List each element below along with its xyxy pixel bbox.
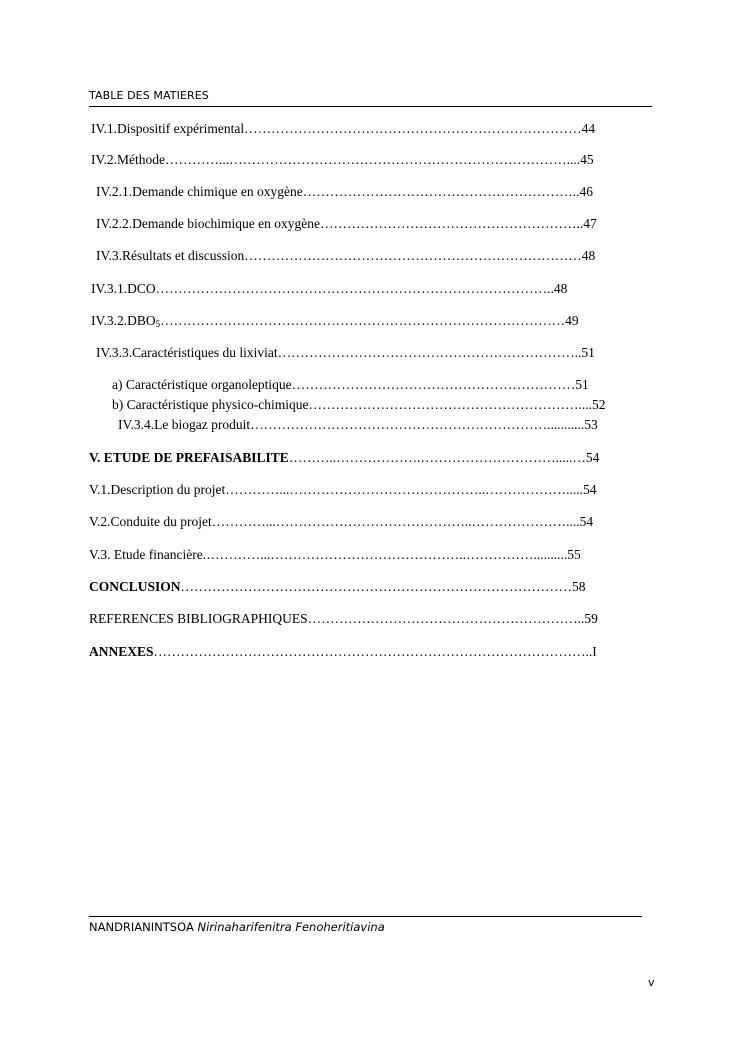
toc-entry-page: 46 (579, 184, 593, 199)
toc-entry-page: 51 (575, 377, 589, 392)
toc-entry-leader: ………………………………………………………………… (244, 248, 582, 263)
toc-entry[interactable] (96, 216, 656, 232)
toc-entry-label: IV.3.4.Le biogaz produit (118, 417, 251, 432)
toc-entry-page: 55 (567, 547, 581, 562)
toc-entry-label: CONCLUSION (89, 579, 181, 594)
toc-entry[interactable] (91, 121, 656, 137)
toc-entry-page: 52 (591, 397, 606, 412)
toc-entry-label: IV.3.Résultats et discussion (96, 248, 245, 263)
toc-entry[interactable] (96, 248, 656, 264)
header-title: TABLE DES MATIERES (89, 89, 209, 102)
toc-entry[interactable] (112, 377, 656, 393)
toc-entry-label: IV.2.2.Demande biochimique en oxygène (96, 216, 320, 231)
toc-entry-page: 45 (580, 152, 594, 167)
toc-entry-leader: …………………………………………………………………………….. (155, 281, 554, 296)
toc-entry-label: IV.3.1.DCO (91, 281, 156, 296)
toc-entry-leader: …………………………………………………………………………………….. (153, 644, 593, 659)
toc-entry[interactable] (91, 152, 656, 168)
toc-entry-label: IV.2.1.Demande chimique en oxygène (96, 184, 303, 199)
toc-entry-label: a) Caractéristique organoleptique (112, 377, 292, 392)
toc-entry-page: I (592, 644, 597, 659)
toc-entry-page: 48 (581, 248, 596, 263)
toc-entry-leader: …………...………………………………………………………………….... (165, 152, 581, 167)
toc-entry[interactable] (89, 644, 656, 660)
toc-entry-leader: ……………………………………………………… (291, 377, 576, 392)
toc-entry-leader: ………………………………………………………………… (244, 121, 582, 136)
toc-entry-page: 48 (553, 281, 568, 296)
toc-entry-page: 53 (584, 417, 598, 432)
toc-entry[interactable] (89, 579, 656, 595)
toc-entry[interactable] (118, 417, 656, 433)
author-surname: NANDRIANINTSOA (89, 920, 194, 934)
toc-entry-label: IV.1.Dispositif expérimental (91, 121, 245, 136)
toc-entry-label: REFERENCES BIBLIOGRAPHIQUES (89, 611, 308, 626)
toc-entry-leader: …………...……………………………………..…………….......... (206, 547, 568, 562)
header-rule (89, 106, 652, 107)
toc-entry-leader: ………………………………………………………….. (277, 345, 582, 360)
toc-entry-page: 58 (572, 579, 586, 594)
toc-entry-leader: …………...……………………………………..………………….... (211, 514, 580, 529)
toc-entry-page: 54 (582, 482, 597, 497)
toc-entry-label: V.1.Description du projet (89, 482, 226, 497)
toc-entry-page: 54 (585, 450, 600, 465)
toc-entry-page: 59 (584, 611, 598, 626)
toc-entry-leader: …………………………………………………………………………… (180, 579, 573, 594)
toc-entry-label: IV.3.3.Caractéristiques du lixiviat (96, 345, 278, 360)
toc-entry[interactable] (89, 482, 656, 498)
toc-entry-leader: ………..……………….………………………….....… (288, 450, 586, 465)
toc-entry[interactable] (96, 184, 656, 200)
toc-entry[interactable] (89, 514, 656, 530)
toc-entry-label: ANNEXES (89, 644, 154, 659)
toc-entry-page: 44 (581, 121, 596, 136)
toc-entry-label: V.3. Etude financière. (89, 547, 207, 562)
toc-entry-page: 54 (579, 514, 594, 529)
toc-entry-leader: …………………………………………………….. (307, 611, 585, 626)
toc-entry-leader: …………………………………………………………........... (250, 417, 585, 432)
toc-entry-subscript: 5 (155, 319, 161, 329)
toc-entry-label: IV.2.Méthode (91, 152, 165, 167)
toc-entry-page: 47 (583, 216, 597, 231)
toc-entry-label: IV.3.2.DBO (91, 313, 156, 328)
toc-entry-leader: ……………………………………………………………………………… (160, 313, 566, 328)
toc-entry-label: V. ETUDE DE PREFAISABILITE (89, 450, 289, 465)
toc-entry[interactable] (91, 313, 656, 329)
page-number: v (648, 976, 655, 989)
footer-rule (89, 916, 642, 917)
toc-entry[interactable] (89, 611, 656, 627)
toc-entry-label: V.2.Conduite du projet (89, 514, 212, 529)
footer-author (89, 920, 385, 934)
toc-entry-label: b) Caractéristique physico-chimique (112, 397, 309, 412)
toc-entry-leader: …………………………………………………….. (302, 184, 580, 199)
toc-entry-leader: ………………………………………………….. (319, 216, 584, 231)
author-given-names: Nirinaharifenitra Fenoheritiavina (197, 920, 385, 934)
toc-entry-leader: …………………………………………………….... (308, 397, 592, 412)
toc-entry-page: 51 (581, 345, 595, 360)
toc-entry[interactable] (89, 547, 656, 563)
toc-entry-page: 49 (565, 313, 579, 328)
toc-entry[interactable] (89, 450, 656, 466)
toc-entry-leader: …………...……………………………………..………………..... (225, 482, 583, 497)
toc-entry[interactable] (96, 345, 656, 361)
toc-entry[interactable] (112, 397, 656, 413)
toc-entry[interactable] (91, 281, 656, 297)
